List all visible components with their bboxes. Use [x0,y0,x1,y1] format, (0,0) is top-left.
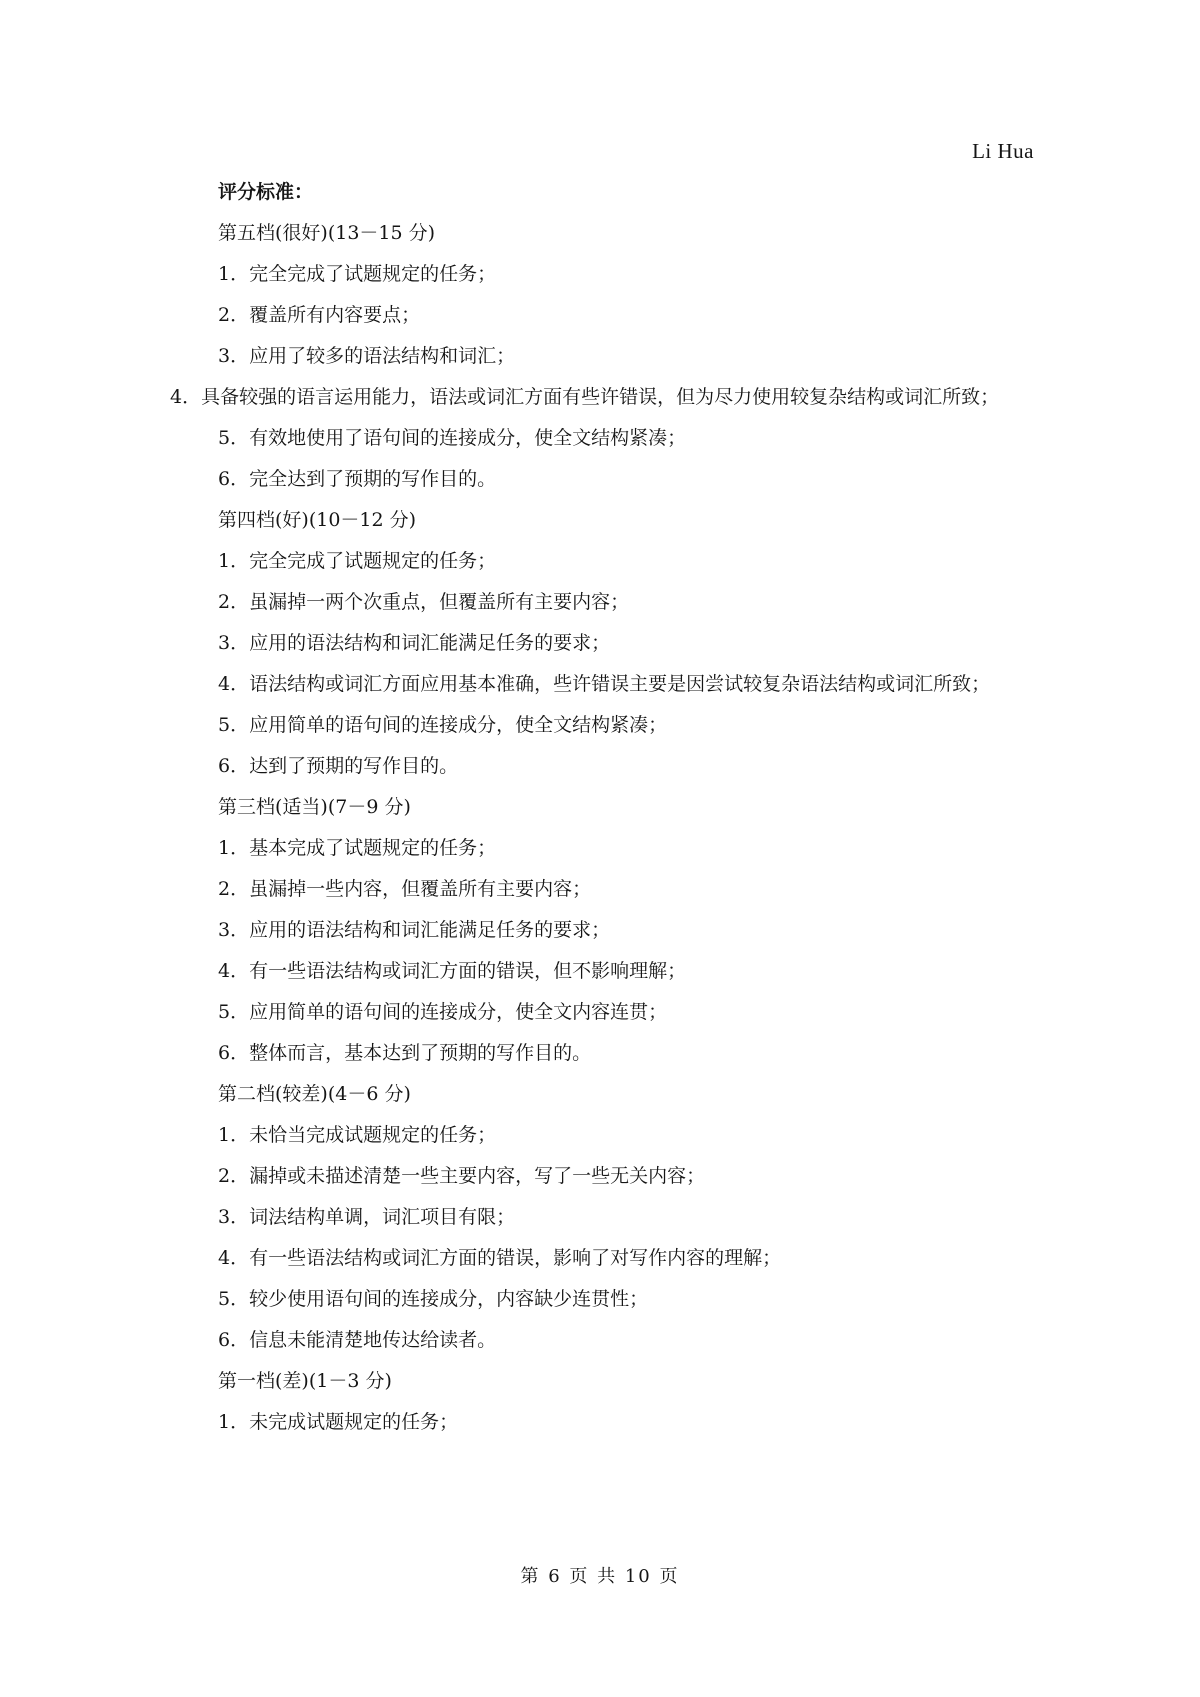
list-item: 3．应用的语法结构和词汇能满足任务的要求； [218,632,611,654]
list-item: 4．有一些语法结构或词汇方面的错误，影响了对写作内容的理解； [218,1247,782,1269]
list-item: 2．漏掉或未描述清楚一些主要内容，写了一些无关内容； [218,1165,706,1187]
tier-title: 第二档(较差)(4－6 分) [218,1083,411,1105]
scoring-criteria [0,172,1200,1443]
list-item: 2．覆盖所有内容要点； [218,304,421,326]
list-item: 3．应用的语法结构和词汇能满足任务的要求； [218,919,611,941]
list-item: 1．未完成试题规定的任务； [218,1411,459,1433]
list-item: 1．基本完成了试题规定的任务； [218,837,497,859]
list-item: 6．信息未能清楚地传达给读者。 [218,1329,497,1351]
signature: Li Hua [972,139,1034,163]
list-item: 3．应用了较多的语法结构和词汇； [218,345,516,367]
list-item: 6．整体而言，基本达到了预期的写作目的。 [218,1042,592,1064]
list-item: 5．应用简单的语句间的连接成分，使全文内容连贯； [218,1001,668,1023]
list-item: 6．完全达到了预期的写作目的。 [218,468,497,490]
wrapped-text: 4．语法结构或词汇方面应用基本准确，些许错误主要是因尝试较复杂语法结构或词汇所致； [218,673,991,695]
list-item: 1．完全完成了试题规定的任务； [218,263,497,285]
list-item: 1．未恰当完成试题规定的任务； [218,1124,497,1146]
tier-title: 第一档(差)(1－3 分) [218,1370,392,1392]
list-item: 3．词法结构单调，词汇项目有限； [218,1206,516,1228]
list-item: 6．达到了预期的写作目的。 [218,755,459,777]
list-item: 5．较少使用语句间的连接成分，内容缺少连贯性； [218,1288,649,1310]
section-heading: 评分标准： [218,181,314,203]
list-item: 5．有效地使用了语句间的连接成分，使全文结构紧凑； [218,427,687,449]
list-item: 1．完全完成了试题规定的任务； [218,550,497,572]
tier-title: 第五档(很好)(13－15 分) [218,222,436,244]
wrapped-text: 4．具备较强的语言运用能力，语法或词汇方面有些许错误，但为尽力使用较复杂结构或词汇所致； [170,386,1000,408]
list-item: 2．虽漏掉一些内容，但覆盖所有主要内容； [218,878,592,900]
list-item [170,664,1034,705]
list-item: 4．有一些语法结构或词汇方面的错误，但不影响理解； [218,960,687,982]
page-number: 第 6 页 共 10 页 [520,1566,680,1587]
list-item [170,377,1034,418]
tier-title: 第三档(适当)(7－9 分) [218,796,411,818]
list-item: 2．虽漏掉一两个次重点，但覆盖所有主要内容； [218,591,630,613]
tier-title: 第四档(好)(10－12 分) [218,509,417,531]
list-item: 5．应用简单的语句间的连接成分，使全文结构紧凑； [218,714,668,736]
